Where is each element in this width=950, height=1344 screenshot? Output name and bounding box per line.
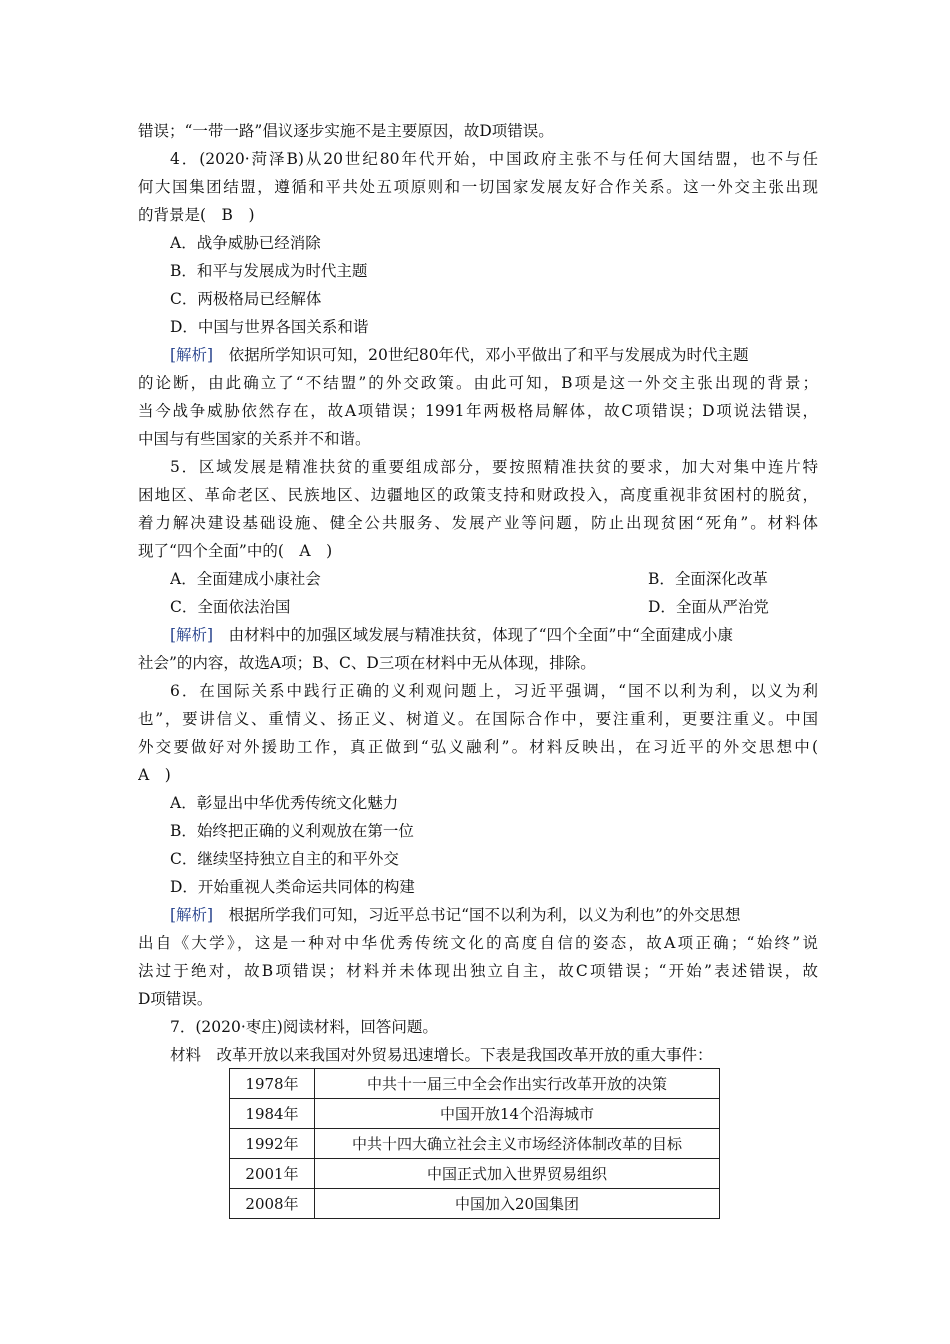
analysis-text: 由材料中的加强区域发展与精准扶贫，体现了“四个全面”中“全面建成小康 (213, 626, 733, 644)
analysis-text: 依据所学知识可知，20世纪80年代，邓小平做出了和平与发展成为时代主题 (213, 346, 749, 364)
text-line: D项错误。 (138, 990, 213, 1008)
event-cell: 中国开放14个沿海城市 (315, 1099, 720, 1129)
text-line: 当今战争威胁依然存在，故A项错误；1991年两极格局解体，故C项错误；D项说法错误， (138, 402, 818, 420)
question-6: 6．在国际关系中践行正确的义利观问题上，习近平强调，“国不以利为利，以义为利 (170, 682, 818, 700)
year-cell: 2008年 (230, 1189, 315, 1219)
year-cell: 2001年 (230, 1159, 315, 1189)
analysis-text: 根据所学我们可知，习近平总书记“国不以利为利，以义为利也”的外交思想 (213, 906, 741, 924)
analysis-tag: [解析] (170, 346, 214, 364)
year-cell: 1978年 (230, 1069, 315, 1099)
analysis-5 (170, 622, 818, 648)
option-b: B．全面深化改革 (648, 570, 768, 588)
question-5: 5．区域发展是精准扶贫的重要组成部分，要按照精准扶贫的要求，加大对集中连片特 (170, 458, 818, 476)
event-cell: 中共十四大确立社会主义市场经济体制改革的目标 (315, 1129, 720, 1159)
text-line: 法过于绝对，故B项错误；材料并未体现出独立自主，故C项错误；“开始”表述错误，故 (138, 962, 818, 980)
option-b: B．始终把正确的义利观放在第一位 (170, 822, 414, 840)
text-line: 也”，要讲信义、重情义、扬正义、树道义。在国际合作中，要注重利，更要注重义。中国 (138, 710, 818, 728)
option-c: C．两极格局已经解体 (170, 290, 322, 308)
table-row (230, 1129, 720, 1159)
event-cell: 中国加入20国集团 (315, 1189, 720, 1219)
year-cell: 1992年 (230, 1129, 315, 1159)
text-line: A ) (138, 766, 171, 784)
analysis-tag: [解析] (170, 906, 214, 924)
option-d: D．全面从严治党 (648, 598, 769, 616)
table-row (230, 1069, 720, 1099)
table-row (230, 1099, 720, 1129)
text-line: 错误；“一带一路”倡议逐步实施不是主要原因，故D项错误。 (138, 122, 554, 140)
table-row (230, 1189, 720, 1219)
option-c: C．全面依法治国 (170, 598, 291, 616)
events-table (229, 1068, 720, 1219)
analysis-4 (170, 342, 818, 368)
text-line: 的背景是( B ) (138, 206, 255, 224)
event-cell: 中共十一届三中全会作出实行改革开放的决策 (315, 1069, 720, 1099)
option-b: B．和平与发展成为时代主题 (170, 262, 368, 280)
text-line: 现了“四个全面”中的( A ) (138, 542, 333, 560)
text-line: 外交要做好对外援助工作，真正做到“弘义融利”。材料反映出，在习近平的外交思想中( (138, 738, 818, 756)
text-line: 社会”的内容，故选A项；B、C、D三项在材料中无从体现，排除。 (138, 654, 596, 672)
year-cell: 1984年 (230, 1099, 315, 1129)
option-c: C．继续坚持独立自主的和平外交 (170, 850, 399, 868)
option-a: A．彰显出中华优秀传统文化魅力 (170, 794, 399, 812)
option-a: A．战争威胁已经消除 (170, 234, 321, 252)
text-line: 着力解决建设基础设施、健全公共服务、发展产业等问题，防止出现贫困“死角”。材料体 (138, 514, 818, 532)
analysis-tag: [解析] (170, 626, 214, 644)
text-line: 中国与有些国家的关系并不和谐。 (138, 430, 371, 448)
material-intro: 材料 改革开放以来我国对外贸易迅速增长。下表是我国改革开放的重大事件： (170, 1046, 713, 1064)
options-row (170, 594, 818, 620)
table-row (230, 1159, 720, 1189)
event-cell: 中国正式加入世界贸易组织 (315, 1159, 720, 1189)
options-row (170, 566, 818, 592)
option-d: D．开始重视人类命运共同体的构建 (170, 878, 415, 896)
text-line: 困地区、革命老区、民族地区、边疆地区的政策支持和财政投入，高度重视非贫困村的脱贫， (138, 486, 818, 504)
option-d: D．中国与世界各国关系和谐 (170, 318, 369, 336)
text-line: 何大国集团结盟，遵循和平共处五项原则和一切国家发展友好合作关系。这一外交主张出现 (138, 178, 818, 196)
question-4: 4．(2020·菏泽B)从20世纪80年代开始，中国政府主张不与任何大国结盟，也不与任 (170, 150, 818, 168)
text-line: 的论断，由此确立了“不结盟”的外交政策。由此可知，B项是这一外交主张出现的背景； (138, 374, 818, 392)
option-a: A．全面建成小康社会 (170, 570, 321, 588)
question-7: 7．(2020·枣庄)阅读材料，回答问题。 (170, 1018, 438, 1036)
text-line: 出自《大学》，这是一种对中华优秀传统文化的高度自信的姿态，故A项正确；“始终”说 (138, 934, 818, 952)
analysis-6 (170, 902, 818, 928)
